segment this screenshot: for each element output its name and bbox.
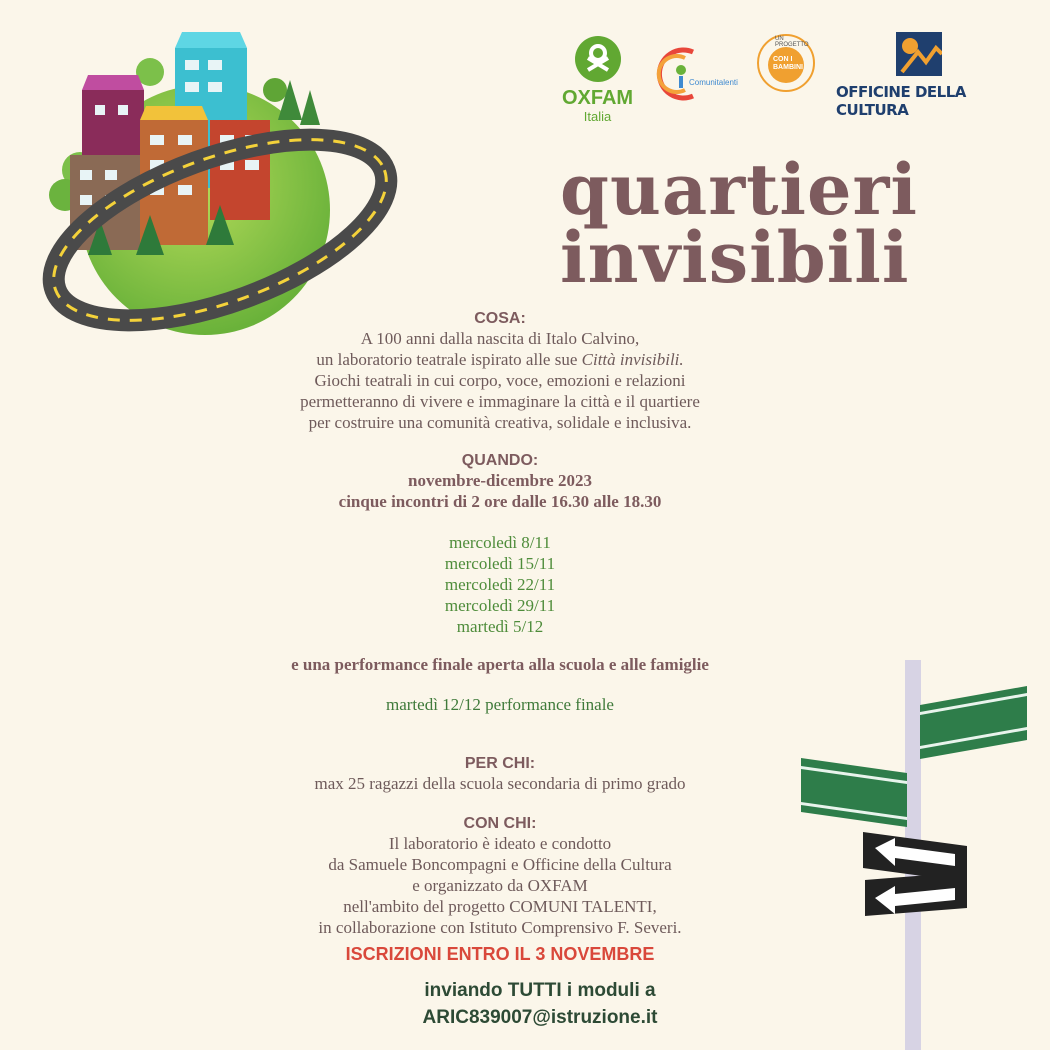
cosa-line3: Giochi teatrali in cui corpo, voce, emozioni e relazioni — [314, 371, 686, 390]
street-sign-illustration — [795, 660, 1035, 1050]
cosa-line2-prefix: un laboratorio teatrale ispirato alle sue — [316, 350, 582, 369]
section-cosa — [200, 310, 800, 433]
comuni-talenti-icon — [655, 44, 735, 104]
performance-intro — [200, 654, 800, 675]
cosa-line2 — [200, 349, 800, 370]
performance-intro-text: e una performance finale aperta alla scuola e alle famiglie — [291, 655, 709, 674]
cosa-line1: A 100 anni dalla nascita di Italo Calvino, — [360, 329, 640, 348]
quando-heading: QUANDO: — [461, 452, 539, 469]
quando-schedule: cinque incontri di 2 ore dalle 16.30 alle 18.30 — [338, 492, 662, 511]
per-chi-text: max 25 ragazzi della scuola secondaria di primo grado — [314, 774, 686, 793]
quando-period: novembre-dicembre 2023 — [408, 471, 592, 490]
comuni-talenti-text: Comunitalenti — [689, 78, 738, 87]
con-chi-heading: CON CHI: — [463, 815, 537, 832]
title-line1: quartieri — [560, 148, 919, 231]
cosa-line2-italic: Città invisibili. — [581, 350, 684, 369]
cosa-heading: COSA: — [474, 310, 526, 327]
con-chi-line5: in collaborazione con Istituto Comprensivo F. Severi. — [318, 918, 682, 937]
con-chi-line3: e organizzato da OXFAM — [412, 876, 588, 895]
comuni-talenti-logo — [655, 44, 738, 104]
cosa-line4: permetteranno di vivere e immaginare la città e il quartiere — [300, 392, 700, 411]
con-chi-line4: nell'ambito del progetto COMUNI TALENTI, — [343, 897, 657, 916]
section-quando — [200, 452, 800, 512]
officine-text: OFFICINE DELLA CULTURA — [836, 83, 966, 119]
date-item: martedì 5/12 — [456, 617, 544, 636]
date-item: mercoledì 15/11 — [444, 554, 556, 573]
performance-date-text: martedì 12/12 performance finale — [386, 695, 614, 714]
date-item: mercoledì 29/11 — [444, 596, 556, 615]
oxfam-name: OXFAM — [561, 87, 634, 109]
con-chi-line2: da Samuele Boncompagni e Officine della Cultura — [328, 855, 672, 874]
con-chi-line1: Il laboratorio è ideato e condotto — [388, 834, 612, 853]
date-item: mercoledì 8/11 — [449, 533, 551, 552]
oxfam-logo — [560, 36, 635, 124]
oxfam-sub: Italia — [583, 109, 612, 124]
dates-list — [200, 532, 800, 637]
section-iscrizioni — [200, 944, 800, 965]
iscrizioni-send: inviando TUTTI i moduli a — [424, 980, 656, 1001]
con-i-bambini-main: CON I BAMBINI — [773, 56, 803, 71]
con-i-bambini-top: UN PROGETTO — [775, 36, 809, 48]
iscrizioni-deadline: ISCRIZIONI ENTRO IL 3 NOVEMBRE — [345, 944, 655, 964]
per-chi-heading: PER CHI: — [464, 755, 536, 772]
cosa-line5: per costruire una comunità creativa, solidale e inclusiva. — [308, 413, 692, 432]
con-i-bambini-logo — [755, 32, 817, 94]
section-con-chi — [200, 815, 800, 938]
section-per-chi — [200, 755, 800, 794]
officine-logo — [836, 32, 1006, 119]
performance-date — [200, 694, 800, 715]
planet-city-illustration — [20, 20, 400, 340]
date-item: mercoledì 22/11 — [444, 575, 556, 594]
title-line2: invisibili — [560, 216, 910, 299]
oxfam-icon — [575, 36, 621, 82]
iscrizioni-email: ARIC839007@istruzione.it — [422, 1007, 658, 1028]
officine-icon — [896, 32, 942, 76]
